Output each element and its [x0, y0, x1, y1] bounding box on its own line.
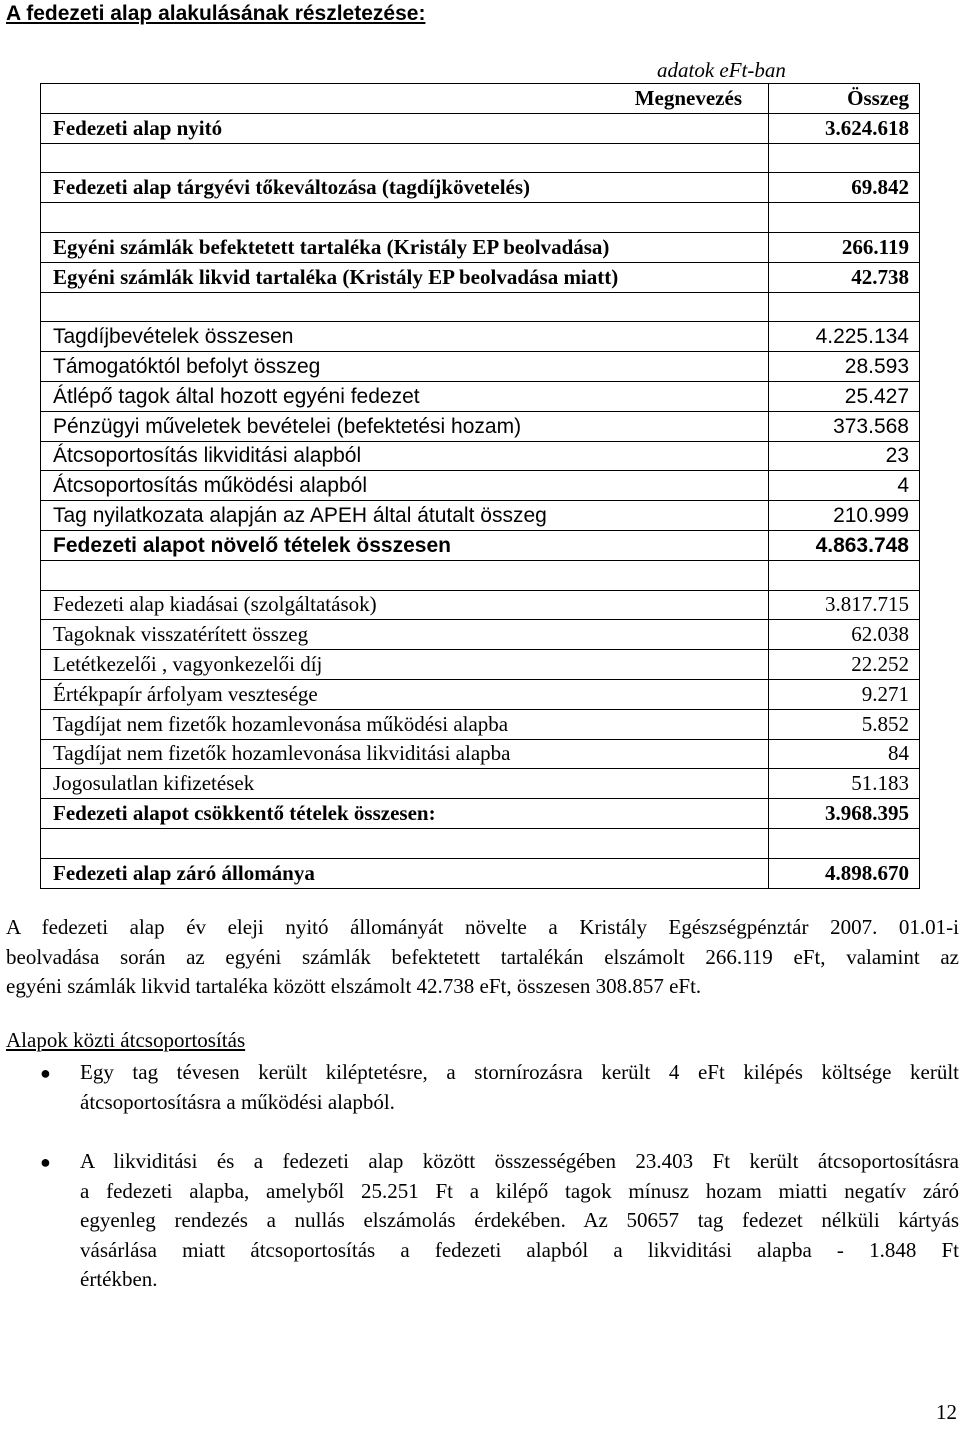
bullet-line: átcsoportosításra a működési alapból. — [80, 1089, 395, 1114]
row-amount: 22.252 — [769, 650, 920, 680]
fund-table — [40, 83, 920, 889]
table-row — [41, 143, 920, 173]
table-row — [41, 769, 920, 799]
row-amount — [769, 560, 920, 590]
table-row — [41, 262, 920, 292]
unit-note: adatok eFt-ban — [657, 58, 786, 82]
bullet-item — [80, 1058, 959, 1117]
row-label: Egyéni számlák befektetett tartaléka (Kristály EP beolvadása) — [41, 232, 769, 262]
row-label — [41, 143, 769, 173]
row-label: Jogosulatlan kifizetések — [41, 769, 769, 799]
row-amount: 25.427 — [769, 381, 920, 411]
row-label — [41, 203, 769, 233]
row-label: Átlépő tagok által hozott egyéni fedezet — [41, 381, 769, 411]
row-amount: 3.968.395 — [769, 799, 920, 829]
paragraph-line: beolvadása során az egyéni számlák befektetett tartalékán elszámolt 266.119 eFt, valamint az — [6, 944, 959, 969]
bullet-line: vásárlása miatt átcsoportosítás a fedezeti alapból a likviditási alapba - 1.848 Ft — [80, 1237, 959, 1262]
table-row — [41, 113, 920, 143]
table-row — [41, 471, 920, 501]
row-amount: 373.568 — [769, 411, 920, 441]
table-row — [41, 203, 920, 233]
row-label — [41, 828, 769, 858]
table-row — [41, 709, 920, 739]
row-label: Fedezeti alap tárgyévi tőkeváltozása (tagdíjkövetelés) — [41, 173, 769, 203]
row-label: Letétkezelői , vagyonkezelői díj — [41, 650, 769, 680]
table-row — [41, 560, 920, 590]
row-label: Fedezeti alap nyitó — [41, 113, 769, 143]
row-amount: 69.842 — [769, 173, 920, 203]
table-row — [41, 739, 920, 769]
table-row — [41, 620, 920, 650]
row-label: Tag nyilatkozata alapján az APEH által átutalt összeg — [41, 501, 769, 531]
row-label: Egyéni számlák likvid tartaléka (Kristály EP beolvadása miatt) — [41, 262, 769, 292]
row-label: Fedezeti alapot csökkentő tételek összesen: — [41, 799, 769, 829]
row-amount: 5.852 — [769, 709, 920, 739]
bullet-item — [80, 1147, 959, 1295]
table-row — [41, 352, 920, 382]
bullet-line: Egy tag tévesen került kiléptetésre, a stornírozásra került 4 eFt kilépés költsége került — [80, 1060, 959, 1084]
table-row — [41, 411, 920, 441]
table-row — [41, 232, 920, 262]
table-row — [41, 590, 920, 620]
table-row — [41, 858, 920, 888]
row-amount: 4.898.670 — [769, 858, 920, 888]
paragraph-line: egyéni számlák likvid tartaléka között elszámolt 42.738 eFt, összesen 308.857 eFt. — [6, 974, 702, 998]
row-label: Tagdíjat nem fizetők hozamlevonása működési alapba — [41, 709, 769, 739]
paragraph-line: A fedezeti alap év eleji nyitó állományát növelte a Kristály Egészségpénztár 2007. 01.01-i — [6, 915, 959, 939]
page-number: 12 — [936, 1400, 957, 1424]
row-label: Pénzügyi műveletek bevételei (befektetési hozam) — [41, 411, 769, 441]
table-row — [41, 173, 920, 203]
row-amount: 210.999 — [769, 501, 920, 531]
column-header-amount: Összeg — [769, 84, 920, 114]
row-label: Értékpapír árfolyam vesztesége — [41, 679, 769, 709]
table-row — [41, 381, 920, 411]
row-amount — [769, 828, 920, 858]
bullet-icon: ● — [40, 1152, 51, 1172]
table-header-row — [41, 84, 920, 114]
row-label: Átcsoportosítás likviditási alapból — [41, 441, 769, 471]
row-amount — [769, 292, 920, 322]
table-row — [41, 679, 920, 709]
table-row — [41, 441, 920, 471]
table-row — [41, 650, 920, 680]
row-label: Tagdíjat nem fizetők hozamlevonása likviditási alapba — [41, 739, 769, 769]
row-label — [41, 292, 769, 322]
row-amount: 266.119 — [769, 232, 920, 262]
row-amount: 84 — [769, 739, 920, 769]
bullet-line: A likviditási és a fedezeti alap között összességében 23.403 Ft került átcsoportosításra — [80, 1149, 959, 1173]
row-label: Fedezeti alapot növelő tételek összesen — [41, 530, 769, 560]
row-amount: 4.225.134 — [769, 322, 920, 352]
row-label: Tagoknak visszatérített összeg — [41, 620, 769, 650]
column-header-name: Megnevezés — [41, 84, 769, 114]
table-row — [41, 292, 920, 322]
row-amount: 4 — [769, 471, 920, 501]
row-label: Átcsoportosítás működési alapból — [41, 471, 769, 501]
row-label — [41, 560, 769, 590]
bullet-line: egyenleg rendezés a nullás elszámolás érdekében. Az 50657 tag fedezet nélküli kártyás — [80, 1208, 959, 1232]
table-row — [41, 530, 920, 560]
table-row — [41, 322, 920, 352]
row-amount: 62.038 — [769, 620, 920, 650]
table-row — [41, 828, 920, 858]
section-heading: Alapok közti átcsoportosítás — [6, 1028, 246, 1052]
page-title: A fedezeti alap alakulásának részletezése: — [6, 2, 426, 25]
row-amount: 9.271 — [769, 679, 920, 709]
row-amount: 4.863.748 — [769, 530, 920, 560]
row-amount: 28.593 — [769, 352, 920, 382]
bullet-line: értékben. — [80, 1267, 158, 1291]
row-amount: 3.817.715 — [769, 590, 920, 620]
row-amount: 3.624.618 — [769, 113, 920, 143]
row-label: Támogatóktól befolyt összeg — [41, 352, 769, 382]
bullet-line: a fedezeti alapba, amelyből 25.251 Ft a kilépő tagok mínusz hozam miatti negatív záró — [80, 1178, 959, 1203]
summary-paragraph — [6, 913, 959, 1002]
row-label: Fedezeti alap kiadásai (szolgáltatások) — [41, 590, 769, 620]
table-row — [41, 501, 920, 531]
row-amount — [769, 143, 920, 173]
row-label: Fedezeti alap záró állománya — [41, 858, 769, 888]
row-amount: 51.183 — [769, 769, 920, 799]
bullet-icon: ● — [40, 1063, 51, 1083]
row-amount — [769, 203, 920, 233]
row-amount: 23 — [769, 441, 920, 471]
table-row — [41, 799, 920, 829]
row-amount: 42.738 — [769, 262, 920, 292]
row-label: Tagdíjbevételek összesen — [41, 322, 769, 352]
